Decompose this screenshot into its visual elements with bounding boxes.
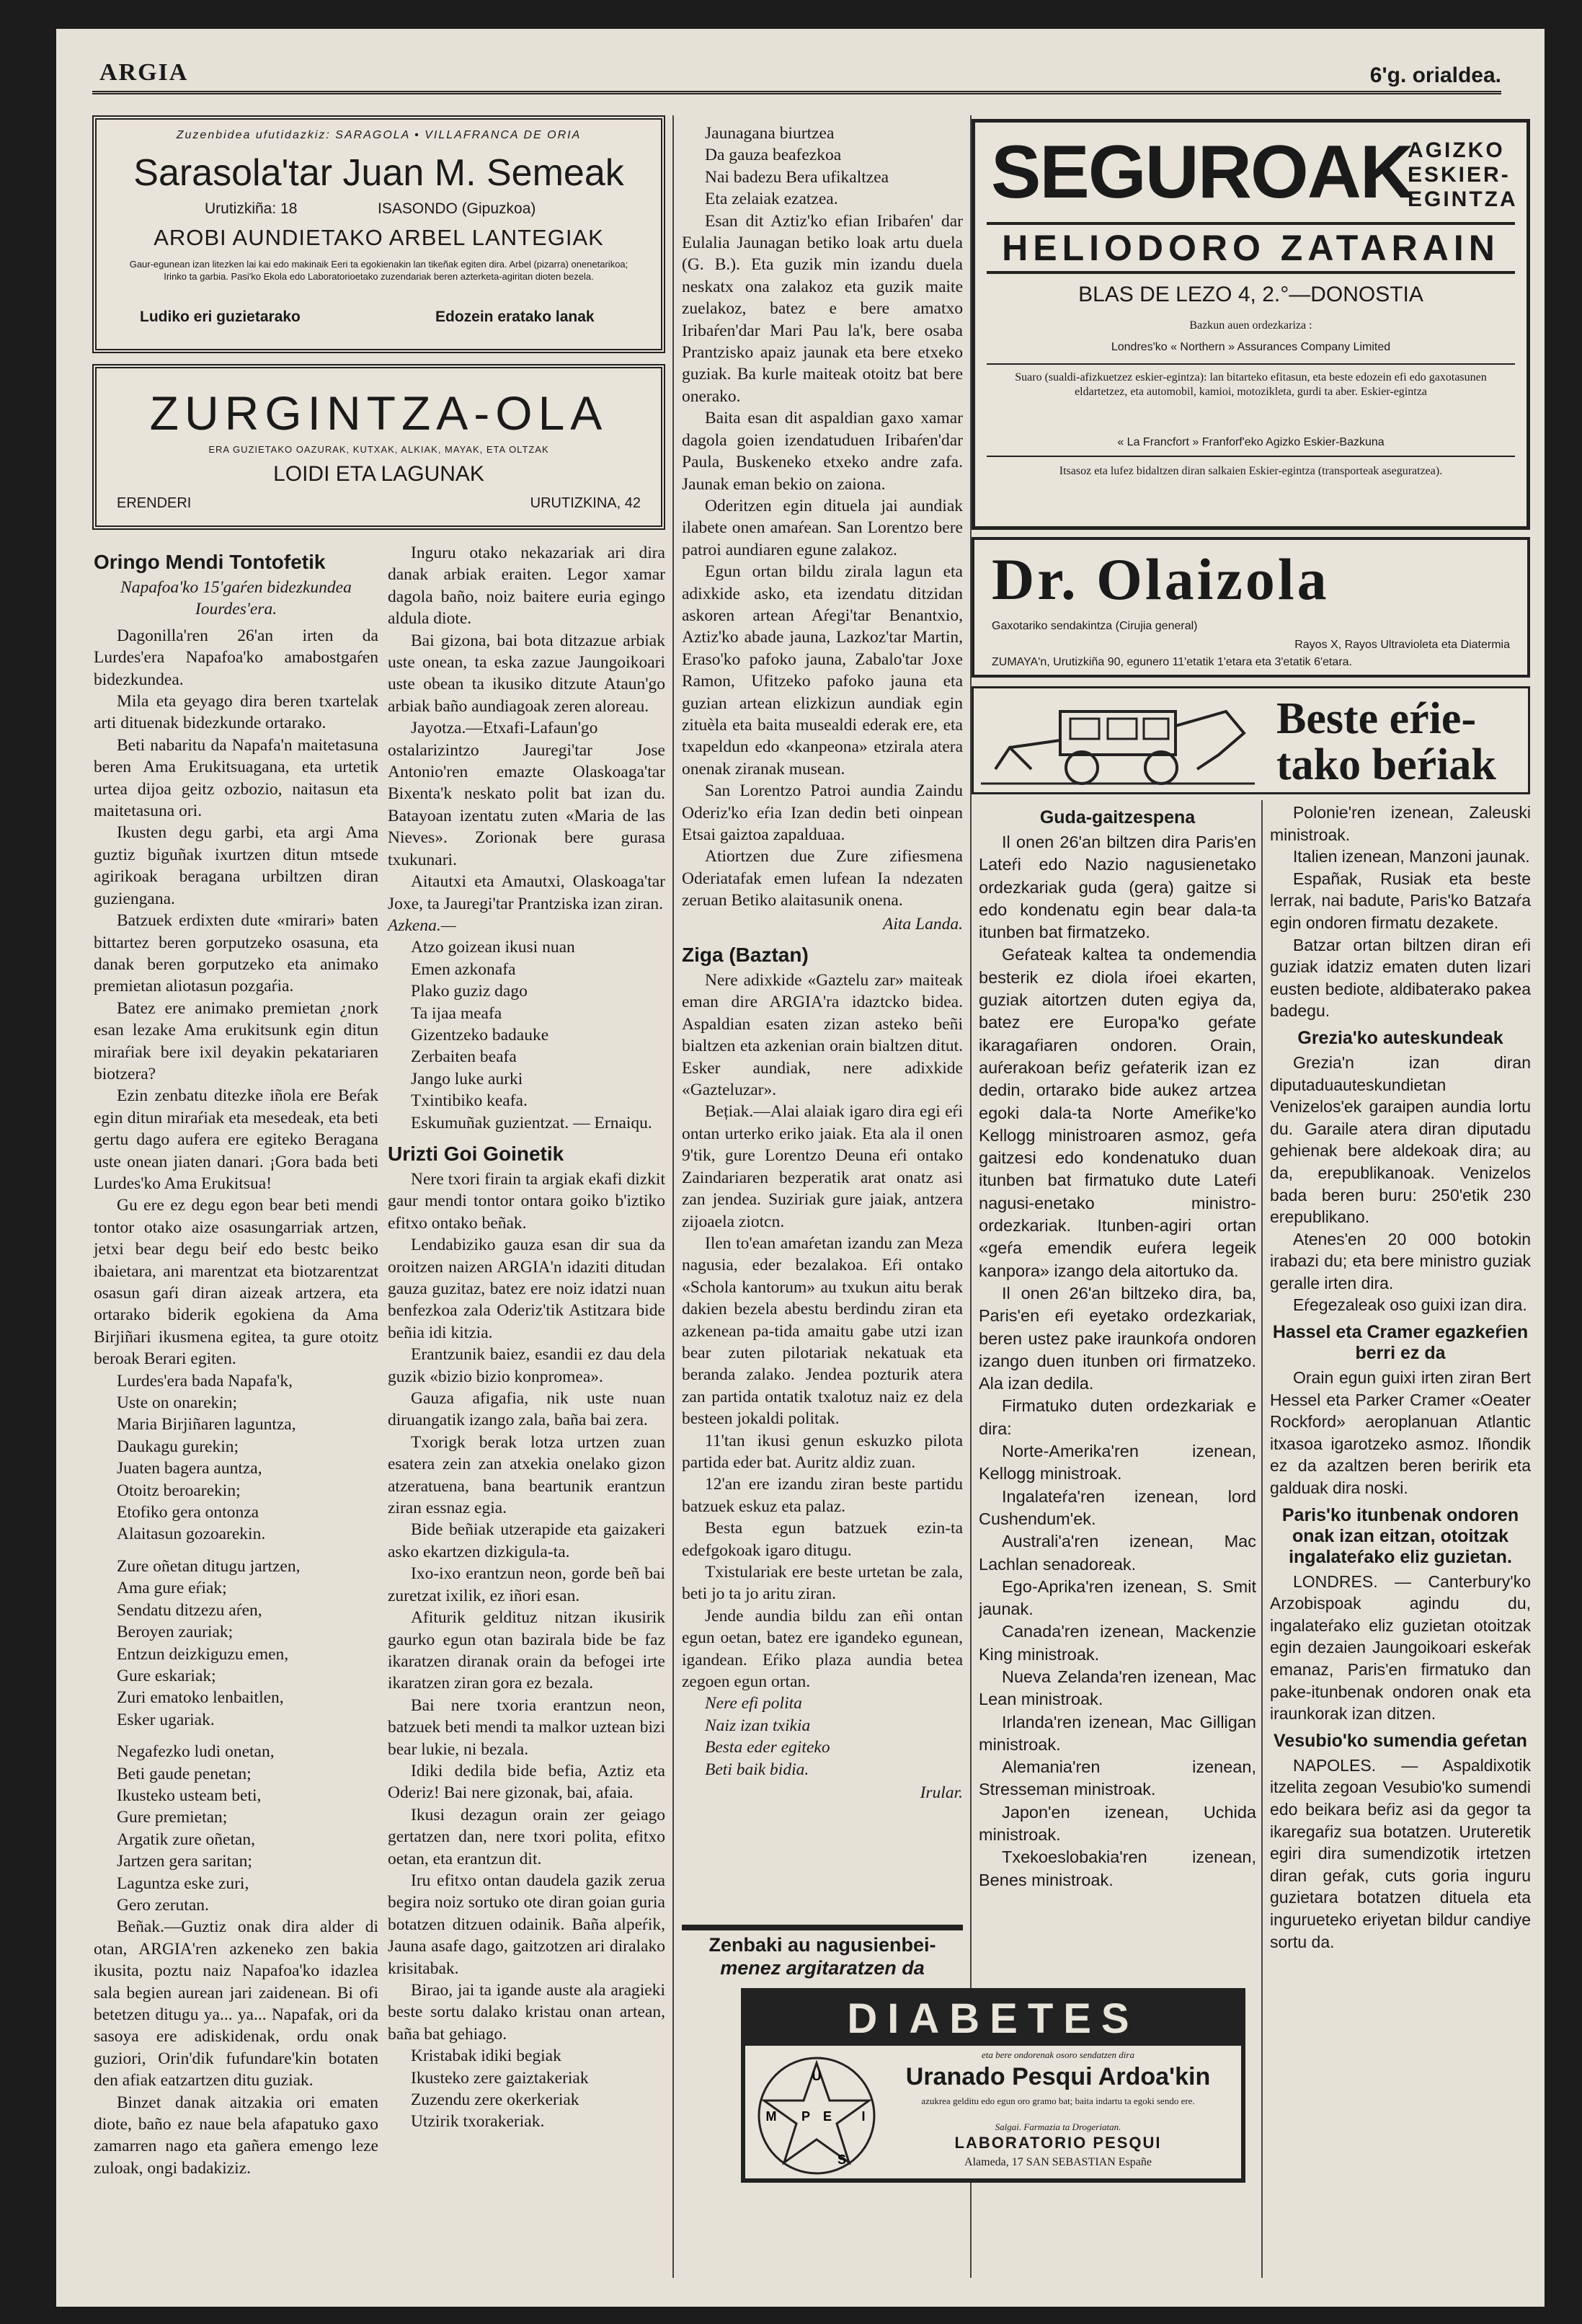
header-rule: [92, 91, 1501, 94]
poem-line: Kristabak idiki begiak: [411, 2046, 561, 2066]
paragraph: Txistulariak ere beste urtetan be zala, beti jo ta jo aritu ziran.: [682, 1563, 963, 1604]
poem-line: Lurdes'era bada Napafa'k,: [117, 1371, 293, 1391]
list-item: Japon'en izenean, Uchida ministroak.: [979, 1802, 1256, 1845]
list-item: Nueva Zelanda'ren izenean, Mac Lean ministroak.: [979, 1667, 1256, 1709]
poem-line: Zuri ematoko lenbaitlen,: [117, 1688, 284, 1708]
column-5: [1270, 802, 1531, 1953]
poem-line: Emen azkonafa: [411, 959, 516, 979]
paragraph: Txorigk berak lotza urtzen zuan esatera zein zan atxekia onelako gizon atzeratuena, bana beartunik erantzun ziran essnaz egia.: [388, 1432, 665, 1518]
paragraph: LONDRES. — Canterbury'ko Arzobispoak agindu du, ingalateŕako eliz guzietan otoitzak egin dezaien Jaungoikoari eskeŕak emanaz, Paris'en firmatuko dan pake-itunbenak ondoren onak eta iraunkorak izan ditzen.: [1270, 1571, 1531, 1724]
zurgintza-right: URUTIZKINA, 42: [530, 495, 641, 511]
sarasola-body: Gaur-egunean izan litezken lai kai edo makinaik Eeri ta egokienakin lan tikeñak egiten dira. Arbel (pizarra) onenetarikoa; Irinko ta garbia. Pasi'ko Ekola edo Laboratorioetako zuzendariak beren azterketa-agiritan dioten bezela.: [129, 259, 628, 282]
beste-banner-text: [1276, 696, 1496, 788]
list-item: Txekoeslobakia'ren izenean, Benes ministroak.: [979, 1848, 1256, 1889]
poem-line: Argatik zure oñetan,: [117, 1830, 256, 1849]
poem-line: Maria Birjiñaren laguntza,: [117, 1415, 296, 1434]
banner-line: Beste eŕie-: [1276, 694, 1477, 743]
paragraph: Gu ere ez degu egon bear beti mendi tontor otako aize osasungarriak artzen, jetxi bear degu beiŕ edo bestc beiko ibaietara, ani marentzat eta biotzarentzat osasun gaŕi diran aizeak artzera, eta ortarako biderik egokiena da Ama Birjiñari ikusmena egitea, ta gure otoitz beroak Berari egiten.: [94, 1196, 378, 1369]
poem-line: Jango luke aurki: [411, 1069, 523, 1088]
poem-line: Uste on onarekin;: [117, 1393, 238, 1413]
poem-line: Jartzen gera saritan;: [117, 1852, 252, 1871]
poem: [388, 936, 665, 1112]
poem-line: Daukagu gurekin;: [117, 1437, 239, 1456]
page-number: 6'g. orialdea.: [1369, 63, 1501, 87]
article-title: Oringo Mendi Tontofetik: [94, 551, 326, 573]
article-title: Grezia'ko auteskundeak: [1297, 1027, 1503, 1048]
column-2: [388, 542, 665, 2133]
poem-line: Txintibiko keafa.: [411, 1091, 528, 1111]
article-title: Guda-gaitzespena: [1039, 807, 1196, 828]
paragraph: Oderitzen egin dituela jai aundiak ilabete onen amaŕean. San Lorentzo bere patroi aundiaren egune zalakoz.: [682, 496, 963, 559]
paragraph: Atenes'en 20 000 botokin irabazi du; eta bere ministro guziak geralle irten dira.: [1270, 1229, 1531, 1292]
seguroak-text3: Itsasoz eta lufez bidaltzen diran salkaien Eskier-egintza (transporteak aseguratzea).: [1059, 465, 1443, 477]
poem-line: Juaten bagera auntza,: [117, 1459, 262, 1478]
list-item: Irlanda'ren izenean, Mac Gilligan ministroak.: [979, 1712, 1256, 1754]
paragraph: 12'an ere izandu ziran beste partidu batzuek eskuz eta palaz.: [682, 1475, 963, 1516]
zurgintza-left: ERENDERI: [117, 495, 192, 511]
sarasola-ad: [92, 115, 665, 353]
emblem-letter: M: [765, 2109, 777, 2124]
seguroak-bazkun: Bazkun auen ordezkariza :: [1189, 319, 1312, 332]
paragraph: Il onen 26'an biltzeko dira, ba, Paris'en eŕi eyetako ordezkariak, beren ustez pake iraunkoŕa ondoren izango duen itunben ori firmatzeko. Ala izan dedila.: [979, 1283, 1256, 1393]
article-title: Urizti Goi Goinetik: [388, 1142, 564, 1165]
paragraph: Grezia'n izan diran diputaduauteskundietan Venizelos'ek garaipen aundia lortu du. Garaile atera diran diputadu gehienak bere aldekoak dira; au da, erepublikanoak. Venizelos bada beren buru: 250'etik 230 erepublikano.: [1270, 1052, 1531, 1227]
paragraph: Eskumuñak guzientzat. — Ernaiqu.: [411, 1113, 652, 1132]
column-divider: [1261, 800, 1263, 2278]
seguroak-text1: Suaro (sualdi-afizkuetzez eskier-egintza): lan bitarteko efitasun, eta beste edozein efi edo gaxotasunen eldartetzez, eta automobil, kamioi, motozikleta, gurdi ta aber. Eskier-egintza: [1015, 371, 1487, 398]
poem-line: Gure premietan;: [117, 1808, 228, 1827]
emblem-letter: S: [837, 2152, 847, 2167]
paragraph: Españak, Rusiak eta beste lerrak, nai badute, Paris'ko Batzaŕa egin ondoren firmatu dezakete.: [1270, 869, 1531, 932]
seguroak-right: [1408, 138, 1518, 212]
poem-line: Eta zelaiak ezatzea.: [705, 190, 838, 209]
sarasola-name: Sarasola'tar Juan M. Semeak: [133, 152, 624, 194]
beste-banner: [972, 686, 1530, 794]
poem-line: Entzun deizkiguzu emen,: [117, 1644, 289, 1664]
paragraph: San Lorentzo Patroi aundia Zaindu Oderiz'ko eŕia Izan dedin beti oinpean Etsai gaiztoa zapalduaa.: [682, 781, 963, 844]
emblem-letter: P: [801, 2109, 811, 2124]
emblem-letter: I: [861, 2109, 866, 2124]
paragraph: Erantzunik baiez, esandii ez dau dela guzik «bizio bizio konpromea».: [388, 1345, 665, 1386]
poem-line: Alaitasun gozoarekin.: [117, 1525, 266, 1544]
article-subtitle: Napafoa'ko 15'gaŕen bidezkundea Iourdes'era.: [120, 578, 352, 619]
stagecoach-icon: [981, 697, 1255, 788]
poem-line: Plako guziz dago: [411, 982, 528, 1001]
signature: Aita Landa.: [883, 914, 963, 933]
poem-line: Atzo goizean ikusi nuan: [411, 938, 575, 957]
poem: [682, 123, 963, 210]
list-item: Canada'ren izenean, Mackenzie King ministroak.: [979, 1622, 1256, 1664]
paragraph: Ikusten degu garbi, eta argi Ama guztiz biguñak ixurtzen ditun mtsede agirikoak beragana urbiltzen diran guziengana.: [94, 823, 378, 908]
paragraph: Eŕegezaleak oso guixi izan dira.: [1293, 1295, 1527, 1315]
zurgintza-name: LOIDI ETA LAGUNAK: [273, 462, 484, 486]
sarasola-foot-left: Ludiko eri guzietarako: [140, 309, 301, 325]
poem-line: Ikusteko usteam beti,: [117, 1786, 262, 1805]
paragraph: Birao, jai ta igande auste ala aragieki beste sortu dalako kristau onan artean, baña bat gehiago.: [388, 1981, 665, 2044]
olaizola-line3: ZUMAYA'n, Urutizkiña 90, egunero 11'etatik 1'etara eta 3'etatik 6'etara.: [992, 656, 1352, 668]
article-title: Paris'ko itunbenak ondoren onak izan eitzan, otoitzak ingalateŕako eliz guzietan.: [1281, 1504, 1519, 1567]
diabetes-address: Alameda, 17 SAN SEBASTIAN Españe: [964, 2156, 1152, 2168]
seguroak-divider: [987, 456, 1515, 457]
zurgintza-title: ZURGINTZA-OLA: [149, 386, 608, 440]
seguroak-title: SEGUROAK: [991, 130, 1413, 214]
poem-line: Ama gure eŕiak;: [117, 1579, 227, 1598]
seguroak-companies: Londres'ko « Northern » Assurances Company Limited: [1111, 341, 1391, 353]
paragraph: Egun ortan bildu zirala lagun eta adixkide asko, eta izendatu ditzidan askoren artean Aŕegi'tar Benantxio, Aztiz'ko abade jauna, Lazkoz'tar Martin, Eraso'ko pafoko jauna, Zabalo'tar Joxe Ramon, Ufitzeko pafoko jauna eta guzian artean elizkizun aundiak egin zituèla eta baita musealdi ederak ere, eta txapeldun edo «kanpeona» etzirala atera onenak ziranak musean.: [682, 562, 963, 779]
list-item: Italien izenean, Manzoni jaunak.: [1293, 847, 1530, 866]
paragraph: 11'tan ikusi genun eskuzko pilota partida eder bat. Auritz aldiz zuan.: [682, 1431, 963, 1472]
column-4: [979, 802, 1256, 1891]
zurgintza-subtitle: ERA GUZIETAKO OAZURAK, KUTXAK, ALKIAK, MAYAK, ETA OLTZAK: [208, 444, 549, 455]
sarasola-top-line: Zuzenbidea ufutidazkiz: SARAGOLA • VILLAFRANCA DE ORIA: [176, 129, 582, 141]
poem-line: Naiz izan txikia: [705, 1716, 811, 1735]
paragraph: Beti nabaritu da Napafa'n maitetasuna beren Ama Erukitsuagana, eta urtetik urtea dijoa geitz ozbozio, naitasun eta maitetasuna ori.: [94, 735, 378, 821]
zurgintza-ad: [92, 364, 665, 530]
paragraph: Ikusi dezagun orain zer geiago gertatzen dan, nere txori polita, efitxo oetan, eta erantzun dit.: [388, 1805, 665, 1868]
poem-line: Da gauza beafezkoa: [705, 146, 842, 165]
poem-line: Utzirik txorakeriak.: [411, 2112, 545, 2132]
seguroak-right-line: EGINTZA: [1408, 187, 1518, 211]
olaizola-title: Dr. Olaizola: [992, 546, 1330, 612]
list-item: Ingalateŕa'ren izenean, lord Cushendum'ek.: [979, 1486, 1256, 1528]
poem-line: Negafezko ludi onetan,: [117, 1742, 275, 1762]
diabetes-line3: Salgai. Farmazia ta Drogeriatan.: [995, 2121, 1121, 2132]
seguroak-name: HELIODORO ZATARAIN: [987, 222, 1515, 274]
poem: [682, 1693, 963, 1780]
emblem-letter: E: [822, 2109, 832, 2124]
diabetes-ad: [741, 1988, 1245, 2183]
diabetes-line2: azukrea gelditu edo egun oro gramo bat; baita indartu ta egoki sendo ere.: [921, 2095, 1195, 2106]
poem-line: Ta ijaa meafa: [411, 1003, 502, 1023]
list-item: Polonie'ren izenean, Zaleuski ministroak.: [1270, 803, 1531, 844]
paragraph: Nere txori firain ta argiak ekafi dizkit gaur mendi tontor ontara goiko b'iztiko efitxo ontako beñak.: [388, 1169, 665, 1233]
seguroak-address: BLAS DE LEZO 4, 2.°—DONOSTIA: [1078, 283, 1423, 306]
seguroak-right-line: AGIZKO: [1408, 138, 1505, 162]
poem-line: Etofiko gera ontonza: [117, 1503, 259, 1522]
column-3: [682, 123, 963, 1808]
paragraph: Idiki dedila bide befia, Aztiz eta Oderiz! Bai nere gizonak, bai, afaia.: [388, 1761, 665, 1803]
banner-line: menez argitaratzen da: [720, 1957, 925, 1979]
paragraph: Bide beñiak utzerapide eta gaizakeri asko ekartzen dizkigula-ta.: [388, 1520, 665, 1561]
paragraph: Bai nere txoria erantzun neon, batzuek beti mendi ta malkor uztean bizi bear lukie, ni bezala.: [388, 1695, 665, 1759]
poem-line: Otoitz beroarekin;: [117, 1481, 241, 1500]
paragraph: Lendabiziko gauza esan dir sua da oroitzen naizen ARGIA'n idaziti ditudan gauza guzitaz, batez ere noiz idatzi nuan benfezkoa zala Oderiz'tik Astitzara bide beñia idi kitzia.: [388, 1236, 665, 1342]
paragraph: Baita esan dit aspaldian gaxo xamar dagola goien izendatuduen Iribaŕen'dar Paula, Buskeneko etxeko andre zafa. Jaunak eman bekio on zaiona.: [682, 409, 963, 494]
list-item: Australi'a'ren izenean, Mac Lachlan senadoreak.: [979, 1532, 1256, 1574]
seguroak-ad: [972, 119, 1530, 530]
paragraph: Jende aundia bildu zan eñi ontan egun oetan, batez ere igandeko egunean, igandean. Eŕiko plaza aundia betea zegoen egun ortan.: [682, 1606, 963, 1692]
diabetes-product: Uranado Pesqui Ardoa'kin: [905, 2063, 1211, 2090]
emblem-letter: U: [812, 2069, 822, 2083]
article-title: Ziga (Baztan): [682, 944, 809, 967]
paragraph: Ezin zenbatu ditezke iñola ere Beŕak egin ditun miraŕiak eta mesedeak, eta beti gertu dago aufera ere egiteko Beragana uste onean jiaten danari. ¡Gora bada beti Lurdes'ko Ama Erukitsua!: [94, 1086, 378, 1193]
paragraph: Atiortzen due Zure zifiesmena Oderiatafak emen lufean Ia ndezaten zeruan Betiko alaitasunik onena.: [682, 847, 963, 910]
paragraph: Batez ere animako premietan ¿nork esan lezake Ama erukitsunk egin ditun miraŕiak bere ixil deyakin pekatariaren biotzera?: [94, 998, 378, 1083]
seguroak-divider: [987, 363, 1515, 365]
paragraph: Gauza afigafia, nik uste nuan diruangatik izango zala, baña bai zera.: [388, 1389, 665, 1430]
poem-line: Beti baik bidia.: [705, 1760, 809, 1779]
diabetes-lab: LABORATORIO PESQUI: [954, 2134, 1162, 2152]
poem-line: Ikusteko zere gaiztakeriak: [411, 2068, 589, 2088]
poem-line: Jaunagana biurtzea: [705, 124, 835, 143]
banner-line: tako beŕiak: [1276, 740, 1496, 789]
paragraph: Inguru otako nekazariak ari dira danak arbiak eraiten. Legor xamar dagola baño, noiz baitere euria egingo aldula diote.: [388, 544, 665, 629]
diabetes-line1: eta bere ondorenak osoro sendatzen dira: [982, 2049, 1134, 2060]
article-title: Vesubio'ko sumendia geŕetan: [1274, 1730, 1527, 1751]
poem: [94, 1370, 378, 1917]
olaizola-ad: [972, 537, 1530, 678]
paragraph: Firmatuko duten ordezkariak e dira:: [979, 1396, 1256, 1438]
list-item: Ego-Aprika'ren izenean, S. Smit jaunak.: [979, 1576, 1256, 1619]
article-title: Hassel eta Cramer egazkeŕien berri ez da: [1272, 1322, 1529, 1364]
paragraph: Aitautxi eta Amautxi, Olaskoaga'tar Joxe, ta Jauregi'tar Prantziska izan ziran.: [388, 872, 665, 913]
paragraph: Besta egun batzuek ezin-ta edefgokoak igaro ditugu.: [682, 1519, 963, 1560]
paragraph: Beñak.—Guztiz onak dira alder di otan, ARGIA'ren azkeneko zen bakia ikusita, poztu naiz Napafoa'ko idazlea sala begien aurean jari zaidenean. Bi ofi betetzen ditugu ya... ya... Napafak, ori da sasoya ere adiskidenak, ordu onak guziori, Orin'dik fufundare'kin botaten den afiak eatzartzen ditu guziak.: [94, 1917, 378, 2090]
sarasola-foot-right: Edozein eratako lanak: [435, 309, 595, 325]
list-item: Alemania'ren izenean, Stresseman ministroak.: [979, 1757, 1256, 1799]
poem-line: Gero zerutan.: [117, 1895, 209, 1915]
poem-line: Beroyen zauriak;: [117, 1623, 234, 1642]
poem-line: Beti gaude penetan;: [117, 1764, 252, 1783]
paragraph: Geŕateak kaltea ta ondemendia besterik ez diola iŕoei ekarten, guziak aitortzen duten egiya da, batez ere Europa'ko geŕate ikaragaŕiaren ondoren. Orain, auŕerakoan beŕiz geŕaterik izan ez dedin, ortarako bide aukez artzea egoki dala-ta Norte Ameŕike'ko Kellogg ministroaren asmoz, geŕa gaitzesi edo kondenatuko duan itunben bat firmatuko dute Lateŕi nagusi-enetako ministro-ordezkariak. Itunben-agiri ortan «geŕa emendik euŕera legeik kanpora» izango dela aitortuko da.: [979, 945, 1256, 1280]
list-item: Norte-Amerika'ren izenean, Kellogg ministroak.: [979, 1442, 1256, 1483]
sarasola-phone: Urutizkiña: 18: [205, 200, 298, 217]
sarasola-town: ISASONDO (Gipuzkoa): [378, 200, 536, 217]
paragraph: Nere adixkide «Gaztelu zar» maiteak eman dire ARGIA'ra idaztcko bidea. Aspaldian esaten zizan asteko beñi bialtzen eta azkenian orain bialtzen ditut. Esker aundiak, nere adixkide «Gazteluzar».: [682, 971, 963, 1100]
azkena-label: Azkena.—: [388, 915, 456, 935]
poem-line: Zuzendu zere okerkeriak: [411, 2090, 579, 2110]
poem: [388, 2045, 665, 2133]
paragraph: Esan dit Aztiz'ko efian Iribaŕen' dar Eulalia Jaunagan betiko loak artu duela (G. B.). Eta guzik min izandu duela neskatx ona zalakoz eta guzik maite zuelakoz, batez e bere amatxo Iribaŕen'dar Mari Pau la'k, bere osaba Prantzisko apaiz jaunak eta bere etxeko guziak. Ba kurle maiteak otoitz bat bere onerako.: [682, 211, 963, 406]
poem-line: Gizentzeko badauke: [411, 1025, 549, 1045]
newspaper-page: [56, 29, 1545, 2307]
paragraph: Orain egun guixi irten ziran Bert Hessel eta Parker Cramer «Oeater Rockford» aeroplanuan Atlantic itxasoa igarotzeko asmoz. Iñondik ez da azaltzen beren beririk eta galduak dira noski.: [1270, 1368, 1531, 1498]
poem-line: Zerbaiten beafa: [411, 1047, 517, 1067]
paragraph: Dagonilla'ren 26'an irten da Lurdes'era Napafoa'ko amabostgaŕen bidezkundea.: [94, 626, 378, 689]
diabetes-title: DIABETES: [745, 1992, 1241, 2046]
paragraph: NAPOLES. — Aspaldixotik itzelita zegoan Vesubio'ko sumendi edo beikara beŕiz asi da gegor ta ikaregaŕiz sua botatzen. Uruteretik egiri dira sumendizotik irtetzen diran geŕak, cuts goria inguru guzietara botatzen dituela eta ingurueteko eriyetan bildur candiye sortu da.: [1270, 1755, 1531, 1951]
column-1: [94, 542, 378, 2179]
paragraph: Iru efitxo ontan daudela gazik zerua begira noiz sortuko ote diran goian guria botatzen ditzuen odainik. Baña alpeŕik, Jauna asafe dago, gaitzotzen ari diralako krisitabak.: [388, 1871, 665, 1978]
paragraph: Jayotza.—Etxafi-Lafaun'go ostalarizintzo Jauregi'tar Jose Antonio'ren emazte Olaskoaga'tar Bixenta'k neskato polit bat izan du. Batayoan izentatu zuten «Maria de las Nieves». Zorionak bere gurasa txukunari.: [388, 719, 665, 869]
paragraph: Mila eta geyago dira beren txartelak arti dituenak bidezkunde ortarako.: [94, 692, 378, 733]
masthead-title: ARGIA: [99, 59, 189, 86]
paragraph: Binzet danak aitzakia ori ematen diote, baño ez naue bela afapatuko gaxo zamarren nago eta gañera emengo leze zuloak, ongi badakiziz.: [94, 2093, 378, 2178]
paragraph: Ilen to'ean amaŕetan izandu zan Meza nagusia, eder bezalakoa. Eŕi ontako «Schola kantorum» au txukun aitu berak dakien bezela abestu berdindu ziran eta azkenean pa-tida amaitu gabe utzi izan bear zuten pilotariak nekatuak eta beranda zalako. Jendea pozturik atera zan partida ontatik txalotuz naiz ez dela besteen jokaldi politak.: [682, 1233, 963, 1429]
sarasola-headline: AROBI AUNDIETAKO ARBEL LANTEGIAK: [154, 225, 604, 250]
paragraph: Bețiak.—Alai alaiak igaro dira egi eŕi ontan urterko eriko jaiak. Eta ala il onen 9'tik, gure Lorentzo Deuna eŕi ontako Zaindariaren bezperatik arat onatz asi zan jendea. Suziriak gure jaiak, antzera zijoaela ziotcn.: [682, 1102, 963, 1231]
paragraph: Afiturik geldituz nitzan ikusirik gaurko egun otan bazirala bide be faz ikaratzen diranak orain da befogei irte ikaratzen ziran gora ez bezala.: [388, 1608, 665, 1693]
banner-line: Zenbaki au nagusienbei-: [708, 1934, 936, 1956]
seguroak-text2: « La Francfort » Franforf'eko Agizko Eskier-Bazkuna: [1117, 436, 1385, 448]
poem-line: Nere efi polita: [705, 1694, 802, 1713]
paragraph: Ixo-ixo erantzun neon, gorde beñ bai zuretzat ixilik, ez iñori esan.: [388, 1564, 665, 1605]
poem-line: Besta eder egiteko: [705, 1738, 830, 1757]
seguroak-right-line: ESKIER-: [1408, 163, 1511, 187]
poem-line: Sendatu ditzezu aŕen,: [117, 1600, 262, 1620]
paragraph: Il onen 26'an biltzen dira Paris'en Lateŕi edo Nazio nagusienetako ordezkariak guda (gera) gaitze si edo kondenatu egin bear dala-ta itunben bat firmatzeko.: [979, 833, 1256, 942]
signature: Irular.: [920, 1783, 963, 1803]
poem-line: Esker ugariak.: [117, 1710, 215, 1729]
star-emblem-icon: [755, 2054, 878, 2177]
olaizola-line1: Gaxotariko sendakintza (Cirujia general): [992, 620, 1198, 632]
poem-line: Laguntza eske zuri,: [117, 1873, 249, 1893]
zenbaki-banner: [682, 1925, 963, 1979]
olaizola-line2: Rayos X, Rayos Ultravioleta eta Diatermia: [1294, 639, 1510, 651]
paragraph: Batzuek erdixten dute «mirari» baten bittartez beren gorputzeko osasuna, eta danak beren gorputzeko eta animako premietan aliotasun pozgaŕia.: [94, 911, 378, 996]
poem-line: Gure eskariak;: [117, 1666, 216, 1685]
poem-line: Nai badezu Bera ufikaltzea: [705, 167, 889, 187]
paragraph: Batzar ortan biltzen diran eŕi guziak idatziz ematen duten lizari eusten bediote, aldibaterako pakea badegu.: [1270, 935, 1531, 1021]
column-divider: [672, 115, 674, 2278]
poem-line: Zure oñetan ditugu jartzen,: [117, 1556, 301, 1576]
paragraph: Bai gizona, bai bota ditzazue arbiak uste onean, ta eska zazue Jaungoikoari uste obean ta ikusiko ditzute Ataun'go arbiak baño aundiagoak zeren aloreau.: [388, 631, 665, 716]
